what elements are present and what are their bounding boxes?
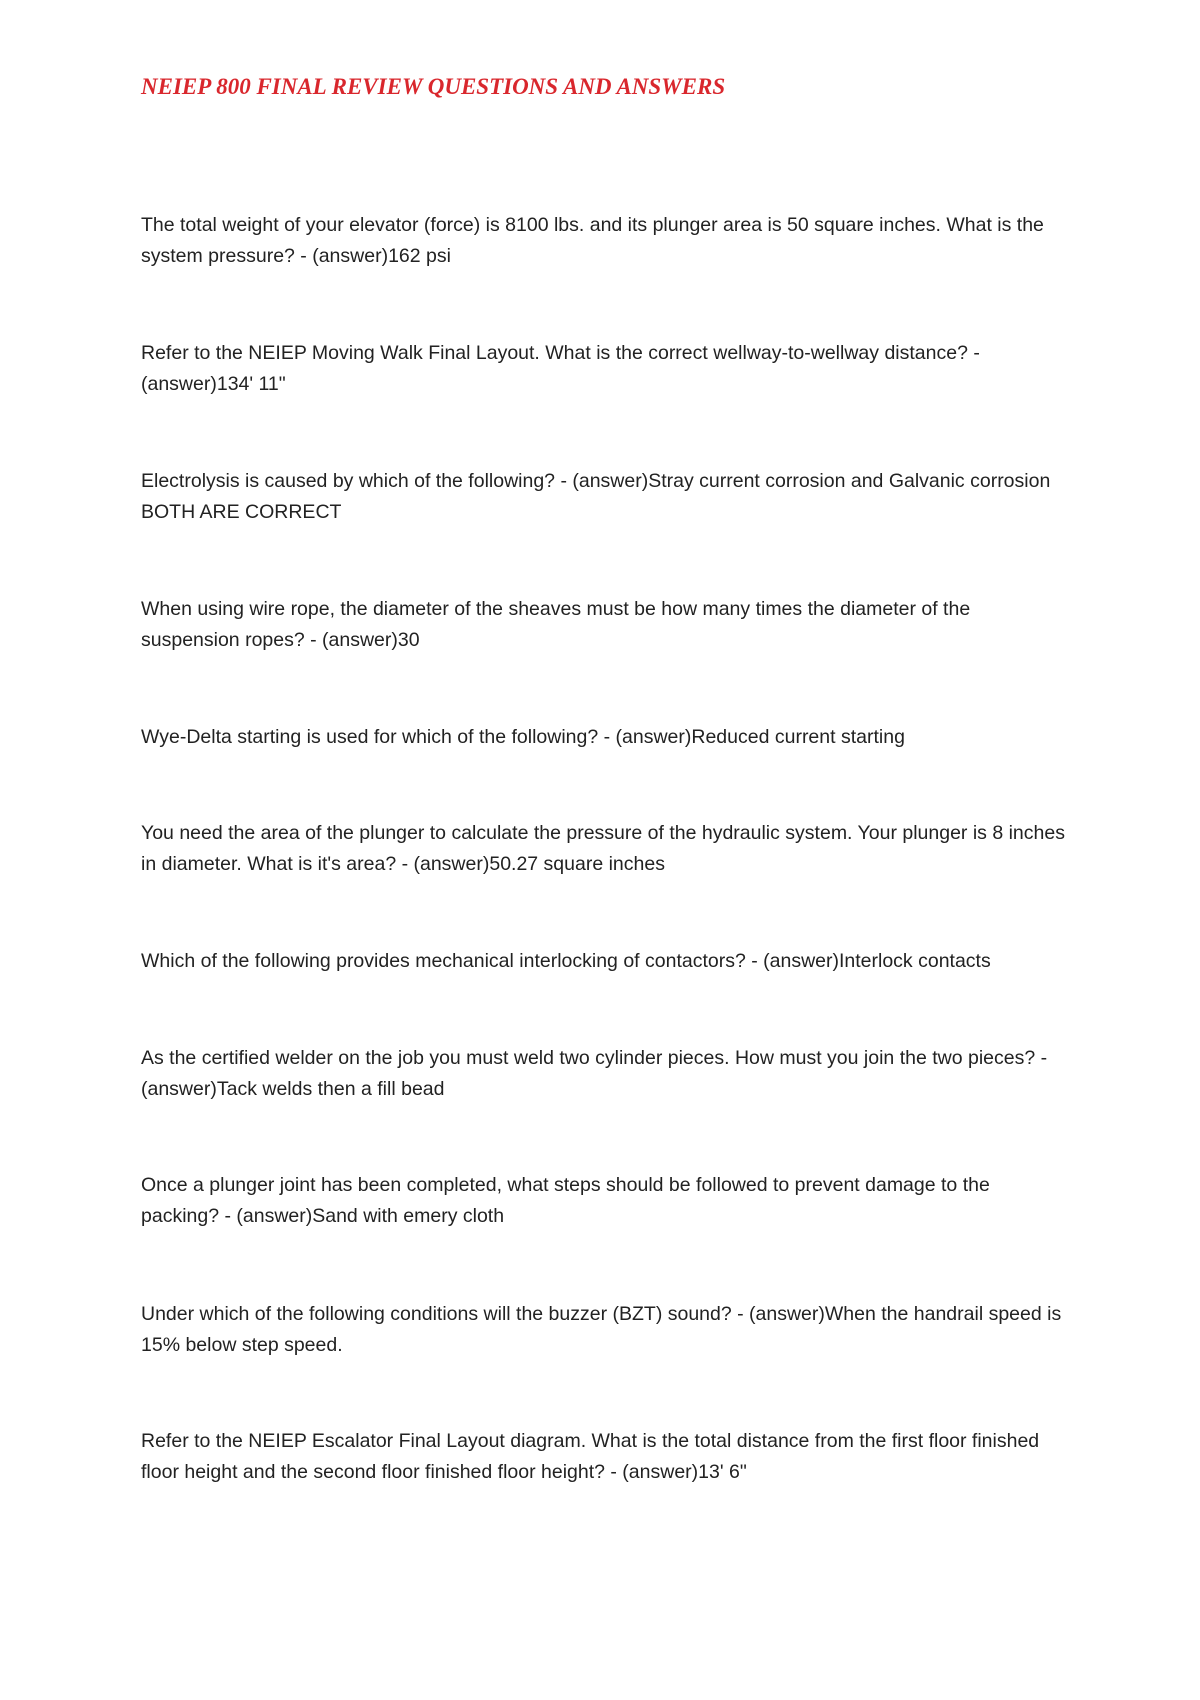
qa-item-11: Refer to the NEIEP Escalator Final Layout diagram. What is the total distance from the first floor finished floor height and the second floor finished floor height? - (answer)13' 6" xyxy=(141,1430,1040,1483)
qa-item-3: Electrolysis is caused by which of the following? - (answer)Stray current corrosion and Galvanic corrosion BOTH ARE CORRECT xyxy=(141,470,1051,523)
qa-item-1: The total weight of your elevator (force) is 8100 lbs. and its plunger area is 50 square inches. What is the system pressure? - (answer)162 psi xyxy=(141,214,1044,267)
qa-item-7: Which of the following provides mechanical interlocking of contactors? - (answer)Interlock contacts xyxy=(141,950,991,972)
qa-item-6: You need the area of the plunger to calculate the pressure of the hydraulic system. Your plunger is 8 inches in diameter. What is it's area? - (answer)50.27 square inches xyxy=(141,822,1065,875)
qa-item-4: When using wire rope, the diameter of the sheaves must be how many times the diameter of the suspension ropes? - (answer)30 xyxy=(141,598,971,651)
qa-item-5: Wye-Delta starting is used for which of the following? - (answer)Reduced current starting xyxy=(141,726,905,748)
document-title: NEIEP 800 FINAL REVIEW QUESTIONS AND ANSWERS xyxy=(141,74,726,99)
qa-item-8: As the certified welder on the job you must weld two cylinder pieces. How must you join the two pieces? - (answer)Tack welds then a fill bead xyxy=(141,1047,1048,1100)
qa-item-10: Under which of the following conditions will the buzzer (BZT) sound? - (answer)When the handrail speed is 15% below step speed. xyxy=(141,1303,1062,1356)
qa-item-2: Refer to the NEIEP Moving Walk Final Layout. What is the correct wellway-to-wellway distance? - (answer)134' 11" xyxy=(141,342,980,395)
qa-item-9: Once a plunger joint has been completed, what steps should be followed to prevent damage to the packing? - (answer)Sand with emery cloth xyxy=(141,1174,990,1227)
